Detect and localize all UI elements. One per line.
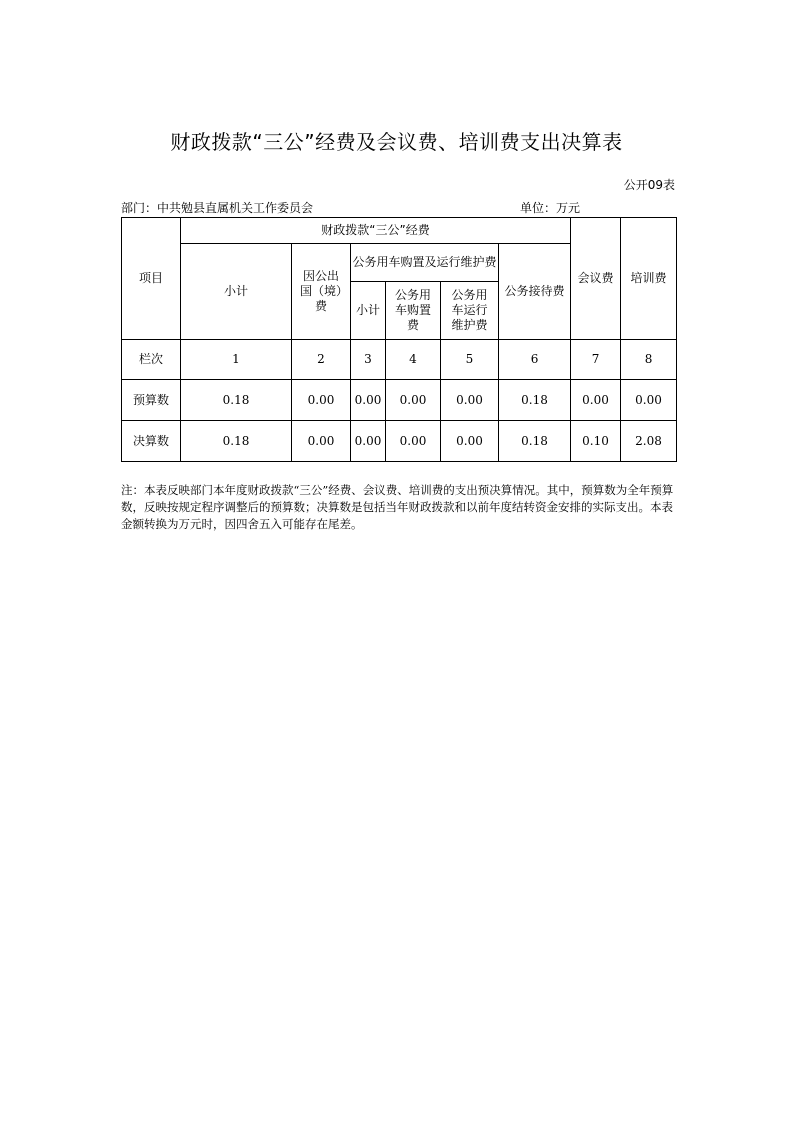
- row-label: 预算数: [122, 380, 181, 421]
- cell: 0.00: [386, 380, 441, 421]
- cell: 0.00: [441, 380, 499, 421]
- header-reception: 公务接待费: [499, 244, 571, 340]
- header-item: 项目: [122, 218, 181, 340]
- department-label: 部门：中共勉县直属机关工作委员会: [121, 201, 314, 215]
- cell: 0.00: [292, 421, 351, 462]
- table-row: [122, 340, 677, 380]
- page-title: 财政拨款“三公”经费及会议费、培训费支出决算表: [170, 130, 623, 154]
- cell: 0.00: [386, 421, 441, 462]
- cell: 0.00: [441, 421, 499, 462]
- header-vehicle-purchase: 公务用车购置费: [386, 282, 441, 340]
- cell: 0.18: [499, 421, 571, 462]
- header-vehicle-subtotal: 小计: [351, 282, 386, 340]
- header-three-public: 财政拨款“三公”经费: [181, 218, 571, 244]
- cell: 0.18: [181, 380, 292, 421]
- cell: 0.00: [571, 380, 621, 421]
- table-row: [122, 380, 677, 421]
- cell: 0.18: [181, 421, 292, 462]
- unit-label: 单位：万元: [520, 201, 581, 215]
- cell: 0.00: [351, 421, 386, 462]
- cell: 8: [621, 340, 677, 380]
- row-label: 栏次: [122, 340, 181, 380]
- cell: 6: [499, 340, 571, 380]
- footnote: 注：本表反映部门本年度财政拨款“三公”经费、会议费、培训费的支出预决算情况。其中，预算数为全年预算数，反映按规定程序调整后的预算数；决算数是包括当年财政拨款和以前年度结转资金安排的实际支出。本表金额转换为万元时，因四舍五入可能存在尾差。: [121, 483, 674, 531]
- cell: 3: [351, 340, 386, 380]
- cell: 1: [181, 340, 292, 380]
- cell: 0.18: [499, 380, 571, 421]
- cell: 2: [292, 340, 351, 380]
- cell: 0.00: [621, 380, 677, 421]
- cell: 0.00: [351, 380, 386, 421]
- table-row: [122, 421, 677, 462]
- cell: 5: [441, 340, 499, 380]
- cell: 4: [386, 340, 441, 380]
- header-meeting: 会议费: [571, 218, 621, 340]
- header-subtotal: 小计: [181, 244, 292, 340]
- cell: 7: [571, 340, 621, 380]
- row-label: 决算数: [122, 421, 181, 462]
- expenditure-table: [121, 217, 677, 462]
- cell: 2.08: [621, 421, 677, 462]
- header-training: 培训费: [621, 218, 677, 340]
- header-vehicle-group: 公务用车购置及运行维护费: [351, 244, 499, 282]
- header-abroad: 因公出国（境）费: [292, 244, 351, 340]
- header-vehicle-operation: 公务用车运行维护费: [441, 282, 499, 340]
- cell: 0.10: [571, 421, 621, 462]
- form-code: 公开09表: [623, 178, 675, 192]
- cell: 0.00: [292, 380, 351, 421]
